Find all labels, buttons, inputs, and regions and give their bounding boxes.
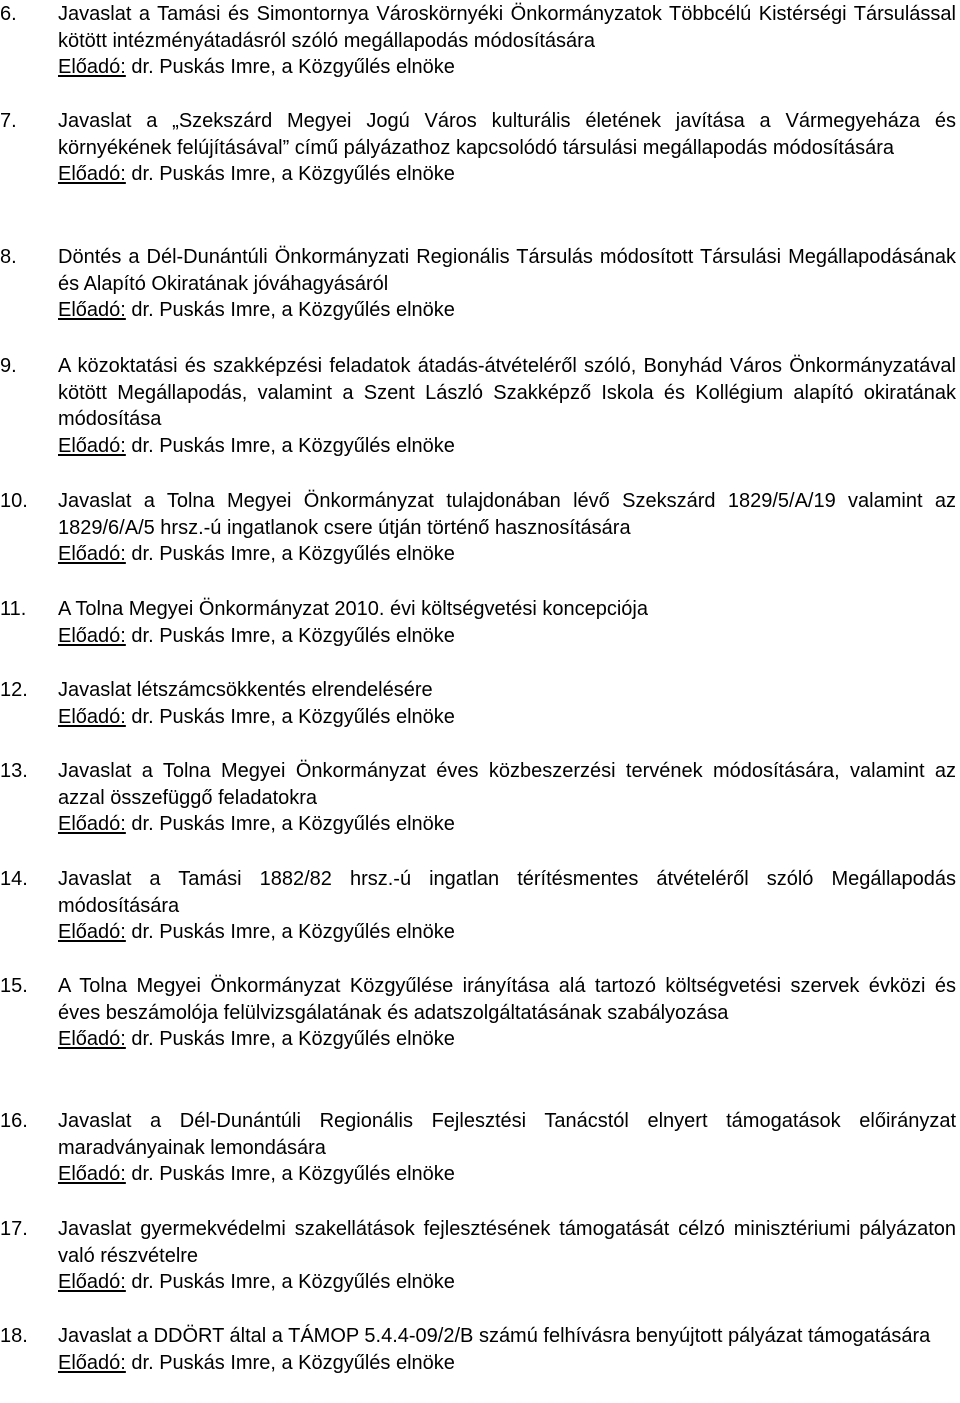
agenda-item-15	[0, 973, 956, 1053]
item-title: Döntés a Dél-Dunántúli Önkormányzati Regionális Társulás módosított Társulási Megállapodásának és Alapító Okiratának jóváhagyásáról	[58, 246, 956, 295]
item-number: 13.	[0, 760, 28, 782]
presenter-name: dr. Puskás Imre, a Közgyűlés elnöke	[131, 921, 455, 943]
presenter-label: Előadó:	[58, 299, 126, 321]
presenter-label: Előadó:	[58, 163, 126, 185]
presenter-name: dr. Puskás Imre, a Közgyűlés elnöke	[131, 1028, 455, 1050]
presenter-name: dr. Puskás Imre, a Közgyűlés elnöke	[131, 1271, 455, 1293]
agenda-item-17	[0, 1216, 956, 1296]
item-number: 6.	[0, 3, 17, 25]
presenter-line	[58, 1350, 956, 1377]
presenter-line	[58, 161, 956, 188]
presenter-label: Előadó:	[58, 434, 126, 457]
presenter-label: Előadó:	[58, 543, 126, 565]
agenda-item-8	[0, 244, 956, 324]
presenter-line	[58, 623, 956, 650]
agenda-item-16	[0, 1108, 956, 1188]
presenter-name: dr. Puskás Imre, a Közgyűlés elnöke	[131, 163, 455, 185]
item-number: 9.	[0, 355, 17, 377]
agenda-item-13	[0, 758, 956, 838]
item-title: Javaslat a Tolna Megyei Önkormányzat éves közbeszerzési tervének módosítására, valamint az azzal összefüggő feladatokra	[58, 760, 956, 809]
item-title: Javaslat a DDÖRT által a TÁMOP 5.4.4-09/2/B számú felhívásra benyújtott pályázat támogatására	[58, 1325, 931, 1347]
item-title: Javaslat létszámcsökkentés elrendelésére	[58, 679, 433, 701]
item-title: A Tolna Megyei Önkormányzat Közgyűlése irányítása alá tartozó költségvetési szervek évközi és éves beszámolója felülvizsgálatának és adatszolgáltatásának szabályozása	[58, 975, 956, 1024]
item-number: 16.	[0, 1110, 28, 1132]
agenda-item-7	[0, 108, 956, 188]
item-number: 17.	[0, 1218, 28, 1240]
agenda-item-11	[0, 596, 956, 649]
presenter-label: Előadó:	[58, 1351, 126, 1374]
item-number: 11.	[0, 598, 27, 620]
item-title: Javaslat gyermekvédelmi szakellátások fejlesztésének támogatását célzó minisztériumi pályázaton való részvételre	[58, 1218, 956, 1267]
item-title: Javaslat a Tolna Megyei Önkormányzat tulajdonában lévő Szekszárd 1829/5/A/19 valamint az 1829/6/A/5 hrsz.-ú ingatlanok csere útján történő hasznosítására	[58, 490, 956, 539]
presenter-line	[58, 433, 956, 460]
item-number: 7.	[0, 110, 17, 132]
presenter-line	[58, 704, 956, 731]
presenter-name: dr. Puskás Imre, a Közgyűlés elnöke	[131, 56, 455, 78]
agenda-item-10	[0, 488, 956, 568]
presenter-label: Előadó:	[58, 1271, 126, 1293]
item-number: 14.	[0, 868, 28, 890]
presenter-line	[58, 541, 956, 568]
presenter-line	[58, 1269, 956, 1296]
presenter-name: dr. Puskás Imre, a Közgyűlés elnöke	[131, 624, 455, 647]
presenter-label: Előadó:	[58, 705, 126, 728]
presenter-name: dr. Puskás Imre, a Közgyűlés elnöke	[131, 813, 455, 835]
item-number: 12.	[0, 679, 28, 701]
item-number: 10.	[0, 490, 28, 512]
item-title: Javaslat a Dél-Dunántúli Regionális Fejlesztési Tanácstól elnyert támogatások előirányzat maradványainak lemondására	[58, 1110, 956, 1159]
presenter-label: Előadó:	[58, 1028, 126, 1050]
item-number: 18.	[0, 1325, 28, 1347]
item-title: A közoktatási és szakképzési feladatok átadás-átvételéről szóló, Bonyhád Város Önkormányzatával kötött Megállapodás, valamint a Szent László Szakképző Iskola és Kollégium alapító okiratának módosítása	[58, 355, 956, 430]
presenter-name: dr. Puskás Imre, a Közgyűlés elnöke	[131, 1351, 455, 1374]
presenter-name: dr. Puskás Imre, a Közgyűlés elnöke	[131, 543, 455, 565]
agenda-item-6	[0, 1, 956, 81]
presenter-label: Előadó:	[58, 921, 126, 943]
item-title: A Tolna Megyei Önkormányzat 2010. évi költségvetési koncepciója	[58, 598, 648, 620]
agenda-item-14	[0, 866, 956, 946]
presenter-line	[58, 1026, 956, 1053]
presenter-name: dr. Puskás Imre, a Közgyűlés elnöke	[131, 705, 455, 728]
presenter-line	[58, 811, 956, 838]
item-title: Javaslat a Tamási és Simontornya Városkörnyéki Önkormányzatok Többcélú Kistérségi Társulással kötött intézményátadásról szóló megállapodás módosítására	[58, 3, 956, 52]
item-number: 15.	[0, 975, 28, 997]
item-title: Javaslat a „Szekszárd Megyei Jogú Város kulturális életének javítása a Vármegyeháza és környékének felújításával” című pályázathoz kapcsolódó társulási megállapodás módosítására	[58, 110, 956, 159]
agenda-item-12	[0, 677, 956, 730]
presenter-label: Előadó:	[58, 813, 126, 835]
presenter-line	[58, 297, 956, 324]
presenter-name: dr. Puskás Imre, a Közgyűlés elnöke	[131, 299, 455, 321]
presenter-label: Előadó:	[58, 1163, 126, 1185]
agenda-item-9	[0, 353, 956, 459]
presenter-label: Előadó:	[58, 56, 126, 78]
presenter-line	[58, 54, 956, 81]
agenda-item-18	[0, 1323, 956, 1376]
presenter-label: Előadó:	[58, 624, 126, 647]
presenter-line	[58, 919, 956, 946]
presenter-name: dr. Puskás Imre, a Közgyűlés elnöke	[131, 434, 455, 457]
item-number: 8.	[0, 246, 17, 268]
presenter-line	[58, 1161, 956, 1188]
item-title: Javaslat a Tamási 1882/82 hrsz.-ú ingatlan térítésmentes átvételéről szóló Megállapodás módosítására	[58, 868, 956, 917]
presenter-name: dr. Puskás Imre, a Közgyűlés elnöke	[131, 1163, 455, 1185]
